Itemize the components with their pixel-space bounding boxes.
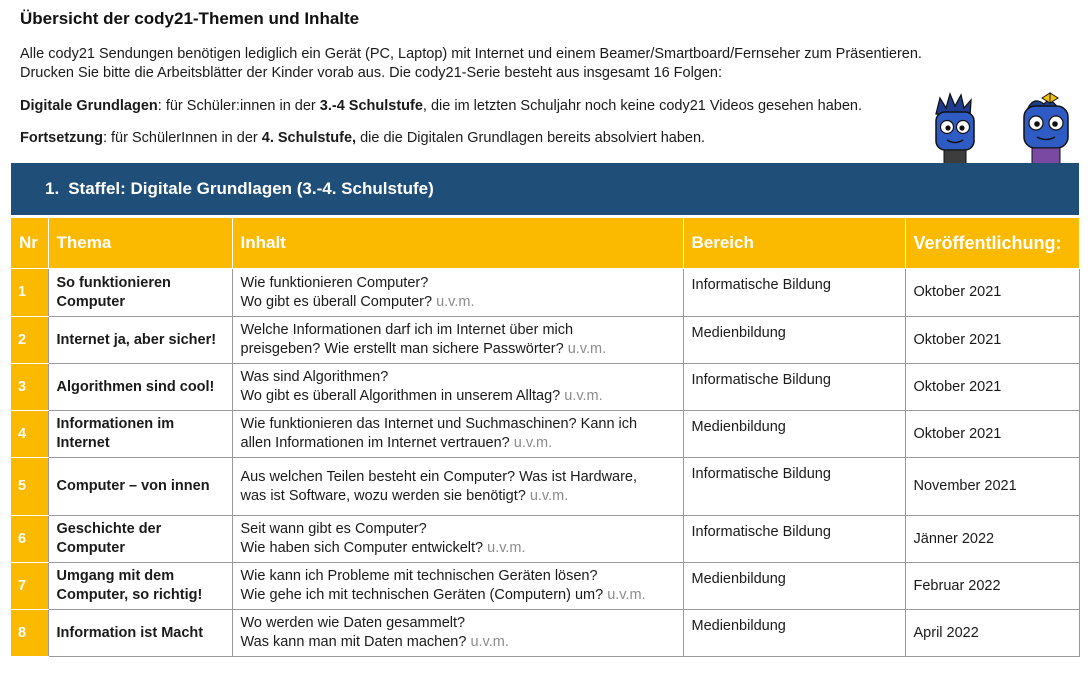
row-date: Oktober 2021 [905,269,1079,317]
girl-mascot [1024,93,1068,164]
row-date: Jänner 2022 [905,516,1079,563]
row-thema: Algorithmen sind cool! [48,364,232,411]
row-nr: 1 [11,269,48,317]
season-number: 1. [45,179,60,198]
row-bereich: Medienbildung [683,610,905,657]
row-thema: Geschichte der Computer [48,516,232,563]
fortsetzung-label: Fortsetzung [20,130,103,146]
digitale-grundlagen-description: Digitale Grundlagen: für Schüler:innen in der 3.-4 Schulstufe, die im letzten Schuljahr noch keine cody21 Videos gesehen haben. [20,98,862,114]
uvm-note: u.v.m. [470,634,509,650]
row-date: Oktober 2021 [905,364,1079,411]
cody-mascots-illustration [928,92,1078,164]
row-bereich: Medienbildung [683,411,905,458]
table-row [11,269,1079,317]
uvm-note: u.v.m. [487,540,526,556]
intro-line-2: Drucken Sie bitte die Arbeitsblätter der Kinder vorab aus. Die cody21-Serie besteht aus insgesamt 16 Folgen: [20,65,723,81]
intro-text [20,45,1020,83]
season-banner [11,163,1079,215]
header-thema: Thema [48,218,232,269]
table-row [11,563,1079,610]
digitale-grundlagen-label: Digitale Grundlagen [20,98,158,114]
row-bereich: Informatische Bildung [683,516,905,563]
row-date: Oktober 2021 [905,317,1079,364]
row-inhalt: Wie funktionieren Computer? Wo gibt es überall Computer? u.v.m. [232,269,683,317]
uvm-note: u.v.m. [436,293,475,310]
uvm-note: u.v.m. [513,435,553,451]
row-thema: Information ist Macht [48,610,232,657]
row-thema: Informationen im Internet [48,411,232,458]
row-bereich: Informatische Bildung [683,269,905,317]
episode-table [11,218,1080,657]
row-nr: 5 [11,458,48,516]
row-inhalt: Was sind Algorithmen? Wo gibt es überall Algorithmen in unserem Alltag? u.v.m. [232,364,683,411]
row-nr: 4 [11,411,48,458]
table-row [11,317,1079,364]
row-nr: 6 [11,516,48,563]
season-label: Staffel: Digitale Grundlagen (3.-4. Schulstufe) [68,179,434,198]
row-inhalt: Welche Informationen darf ich im Internet über mich preisgeben? Wie erstellt man sichere Passwörter? u.v.m. [232,317,683,364]
page-title: Übersicht der cody21-Themen und Inhalte [20,9,360,28]
fortsetzung-description: Fortsetzung: für SchülerInnen in der 4. Schulstufe, die die Digitalen Grundlagen bereits absolviert haben. [20,130,706,146]
row-bereich: Medienbildung [683,317,905,364]
row-inhalt: Wie funktionieren das Internet und Suchmaschinen? Kann ich allen Informationen im Internet vertrauen? u.v.m. [232,411,683,458]
uvm-note: u.v.m. [564,388,603,404]
table-row [11,411,1079,458]
table-row [11,610,1079,657]
uvm-note: u.v.m. [607,587,646,603]
row-date: April 2022 [905,610,1079,657]
row-inhalt: Seit wann gibt es Computer? Wie haben sich Computer entwickelt? u.v.m. [232,516,683,563]
header-bereich: Bereich [683,218,905,269]
row-thema: Computer – von innen [48,458,232,516]
row-inhalt: Wie kann ich Probleme mit technischen Geräten lösen? Wie gehe ich mit technischen Geräten (Computern) um? u.v.m. [232,563,683,610]
row-nr: 7 [11,563,48,610]
header-veroeffentlichung: Veröffentlichung: [905,218,1079,269]
row-bereich: Informatische Bildung [683,364,905,411]
row-date: November 2021 [905,458,1079,516]
row-bereich: Medienbildung [683,563,905,610]
table-row [11,516,1079,563]
intro-line-1: Alle cody21 Sendungen benötigen lediglich ein Gerät (PC, Laptop) mit Internet und einem Beamer/Smartboard/Fernseher zum Präsentieren. [20,46,922,62]
row-bereich: Informatische Bildung [683,458,905,516]
row-thema: So funktionieren Computer [48,269,232,317]
table-row [11,364,1079,411]
boy-mascot [936,94,974,164]
row-date: Februar 2022 [905,563,1079,610]
row-nr: 8 [11,610,48,657]
row-inhalt: Aus welchen Teilen besteht ein Computer? Was ist Hardware, was ist Software, wozu werden sie benötigt? u.v.m. [232,458,683,516]
row-inhalt: Wo werden wie Daten gesammelt? Was kann man mit Daten machen? u.v.m. [232,610,683,657]
row-thema: Internet ja, aber sicher! [48,317,232,364]
row-nr: 2 [11,317,48,364]
uvm-note: u.v.m. [529,487,569,504]
header-nr: Nr [11,218,48,269]
row-date: Oktober 2021 [905,411,1079,458]
header-inhalt: Inhalt [232,218,683,269]
table-header-row [11,218,1079,269]
season-title [45,179,434,199]
uvm-note: u.v.m. [567,341,607,357]
table-row [11,458,1079,516]
row-nr: 3 [11,364,48,411]
row-thema: Umgang mit dem Computer, so richtig! [48,563,232,610]
